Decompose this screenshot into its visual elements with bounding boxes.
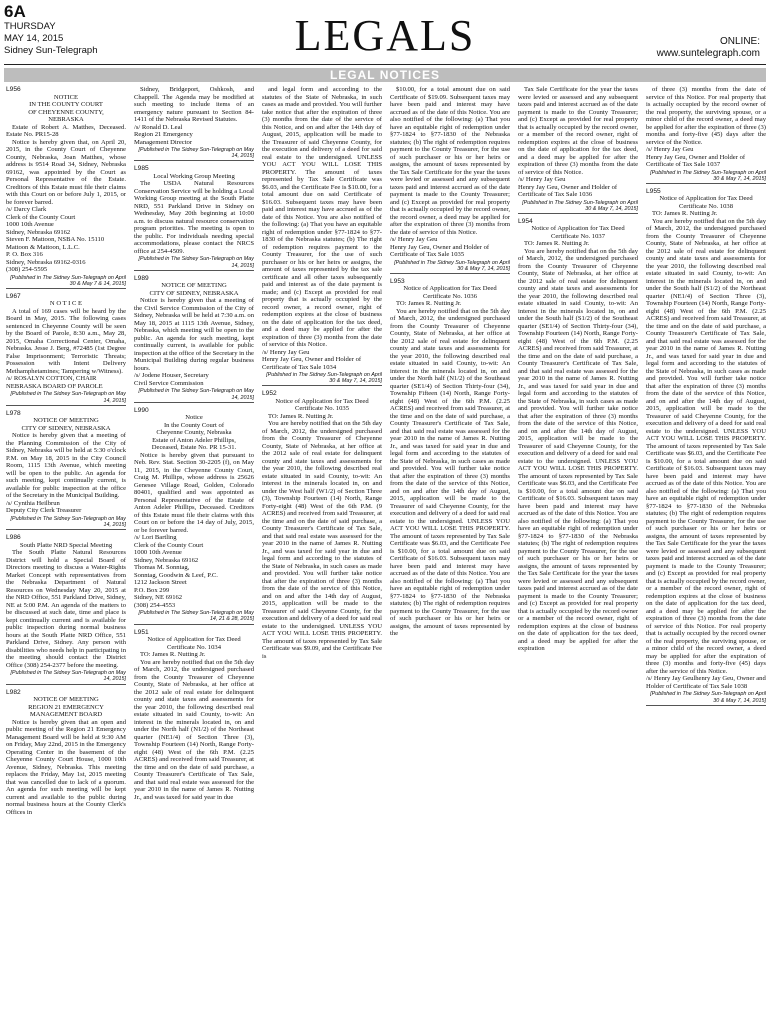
legal-notice bbox=[262, 390, 382, 660]
notice-signature-line: /s/ Lori Bartling bbox=[134, 534, 177, 542]
notice-signature-line: Sidney, Nebraska 69162 bbox=[6, 228, 71, 236]
notice-title: Notice of Application for Tax Deed bbox=[275, 397, 369, 405]
notice-paragraph: You are hereby notified that on the 5th day of March, 2012, the undersigned purchased from the County Treasurer of Cheyenne County, State of Nebraska, at her office at the 2012 sale of real estate for delinquent county and state taxes and assessments for the year 2010, the following described real estate situated in said County, to-wit: An interest in the minerals located in, on and under the South half (S1/2) of the Southeast quarter (SE1/4) of Section Thirty-four (34), Township Fourteen (14) North, Range Forty-eight (48) West of the 6th P.M. (2.25 ACRES) and received from said Treasurer, at the time and on the date of said purchase, a County Treasurer's Certificate of Tax Sale, and that said real estate was assessed for the year 2010 in the name of James R. Nutting Jr., and was taxed for said year in due and legal form and according to the statutes of the State of Nebraska, in such cases as made and provided. You will further take notice that after the expiration of three (3) months from the date of the service of this Notice, and on and after the 14th day of August, 2015, application will be made to the Treasurer of said Cheyenne County, for the execution and delivery of a deed for said real estate to the undersigned. UNLESS YOU ACT YOU WILL LOSE THIS PROPERTY. The amount of taxes represented by Tax Sale Certificate was $6.03, and the Certificate Fee is $10.00, for a total amount due on said Certificate of $16.03. Subsequent taxes may have been paid and interest may have accrued as of the date of this Notice. You are also notified of the following: (a) That you have an equitable right of redemption under §77-1824 to §77-1830 of the Nebraska statutes; (b) The right of redemption requires payment to the County Treasurer, for the use of such purchaser or his or her heirs or assigns, the amount of taxes represented by the Tax Sale Certificate for the year the taxes were levied or assessed and any subsequent taxes paid and interest accrued as of the date payment is made to the County Treasurer; and (c) Except as provided for real property that is actually occupied by the record owner or a member of the record owner, right of redemption expires at the close of business on the date of application for the tax deed, and a deed may be applied for after the expiration bbox=[518, 247, 638, 653]
notice-title: NOTICE OF MEETING bbox=[33, 696, 99, 704]
notice-id: L952 bbox=[262, 390, 277, 398]
notice-title: NOTICE bbox=[53, 93, 79, 101]
issue-day: THURSDAY bbox=[4, 21, 56, 32]
notice-paragraph: and legal form and according to the statutes of the State of Nebraska, in such cases as made and provided. You will further take notice that after the expiration of three (3) months from the date of the service of this Notice, and on and after the 14th day of August, 2015, application will be made to the Treasurer of said Cheyenne County, for the execution and delivery of a deed for said real estate to the undersigned. UNLESS YOU ACT YOU WILL LOSE THIS PROPERTY. The amount of taxes represented by Tax Sale Certificate was $6.03, and the Certificate Fee is $10.00, for a total amount due on said Certificate of $16.03. Subsequent taxes may have been paid and interest may have accrued as of the date of this Notice. You are also notified of the following: (a) That you have an equitable right of redemption under §77-1824 to §77-1830 of the Nebraska statutes; (b) The right of redemption requires payment to the County Treasurer, for the use of such purchaser or his or her heirs or assigns, the amount of taxes represented by the tax sale certificate and all other taxes subsequently paid and interest as of the date payment is made; and (c) Except as provided for real property that is actually occupied by the record owner, a record owner, right of redemption expires at the close of business on the date of application for the tax deed, and a deed may be applied for after the expiration of three (3) months from the date of service of this Notice. bbox=[262, 86, 382, 348]
notice-title: Notice of Application for Tax Deed bbox=[147, 636, 241, 644]
publication-note: [Published in The Sidney Sun-Telegraph on May 14, 2015] bbox=[134, 256, 254, 270]
notice-title: Local Working Group Meeting bbox=[153, 172, 235, 180]
notice-paragraph: You are hereby notified that on the 5th day of March, 2012, the undersigned purchased from the County Treasurer of Cheyenne County, State of Nebraska, at her office at the 2012 sale of real estate for delinquent county and state taxes and assessments for the year 2010, the following described real estate situated in said County, to-wit: An interest in the minerals located in, on and under the South half (S1/2) of the Northeast quarter (NE1/4) of Section Three (3), Township Fourteen (14) North, Range Forty-eight (48) West of the 6th P.M. (2.25 ACRES) and received from said Treasurer, at the time and on the date of said purchase, a County Treasurer's Certificate of Tax Sale, and that said real estate was assessed for the year 2010 in the name of James R. Nutting Jr., and was taxed for said year in due and legal form and according to the statutes of the State of Nebraska, in such cases as made and provided. You will further take notice that after the expiration of three (3) months from the date of the service of this Notice, and on and after the 14th day of August, 2015, application will be made to the Treasurer of said Cheyenne County, for the execution and delivery of a deed for said real estate to the undersigned. UNLESS YOU ACT YOU WILL LOSE THIS PROPERTY. The amount of taxes represented by Tax Sale Certificate was $6.03, and the Certificate Fee is $10.00, for a total amount due on said Certificate of $16.03. Subsequent taxes may have been paid and interest may have accrued as of the date of this Notice. You are also notified of the following: (a) That you have an equitable right of redemption under §77-1824 to §77-1830 of the Nebraska statutes; (b) The right of redemption requires payment to the County Treasurer, for the use of such purchaser or his or her heirs or assigns, the amount of taxes represented by the Tax Sale Certificate for the year the taxes were levied or assessed and any subsequent taxes paid and interest accrued as of the date payment is made to the County Treasurer; and (c) Except as provided for real property that is actually occupied by the record owner, or a member of the record owner, right of redemption expires at the close of business on the date of application for the tax deed, and a deed may be applied for after the expiration of three (3) months from the date of service of this Notice. For real property that is actually occupied by the record owner of the real property, the surviving spouse, or a minor child of the record owner, a deed may be applied for after the expiration of three (3) months and forty-five (45) days after the service of this Notice. bbox=[646, 217, 766, 675]
notice-signature-line: Henry Jay Geu, Owner and Holder of Certificate of Tax Sale 1034 bbox=[262, 356, 362, 371]
publication-note: [Published in The Sidney Sun-Telegraph on May 14, 2015] bbox=[134, 388, 254, 402]
notice-id: L956 bbox=[6, 86, 21, 93]
publication-note: [Published in The Sidney Sun-Telegraph on April 30 & May 7, 14, 2015] bbox=[518, 200, 638, 214]
notice-paragraph: You are hereby notified that on the 5th day of March, 2012, the undersigned purchased from the County Treasurer of Cheyenne County, State of Nebraska, at her office at the 2012 sale of real estate for delinquent county and state taxes and assessments for the year 2010, the following described real estate situated in said County, to-wit: An interest in the minerals located in, on and under the West half (W1/2) of Section Three (3), Township Fourteen (14) North, Range Forty-eight (48) West of the 6th P.M. (9 ACRES) and received from said Treasurer, at the time and on the date of said purchase, a County Treasurer's Certificate of Tax Sale, and that said real estate was assessed for the year 2010 in the name of James R. Nutting Jr., and was taxed for said year in due and legal form and according to the statutes of the State of Nebraska, in such cases as made and provided. You will further take notice that after the expiration of three (3) months from the date of the service of this Notice, and on and after the 14th day of August, 2015, application will be made to the Treasurer of said Cheyenne County, for the execution and delivery of a deed for said real estate to the undersigned. UNLESS YOU ACT YOU WILL LOSE THIS PROPERTY. The amount of taxes represented by Tax Sale Certificate was $9.09, and the Certificate Fee is bbox=[262, 420, 382, 660]
notice-columns bbox=[6, 86, 766, 1018]
column-5 bbox=[518, 86, 638, 1018]
publication-note: [Published in The Sidney Sun-Telegraph on April 30 & May 7, 14, 2015] bbox=[262, 372, 382, 386]
notice-paragraph: Notice is hereby given that a meeting of the Planning Commission of the City of Sidney, Nebraska will be held at 5:30 o'clock P.M. on May 18, 2015 in the City Council Room, 1115 13th Avenue, which meeting will be open to the public. An agenda for such meeting, kept continually current, is available for public inspection at the office of the Secretary in the Municipal Building. bbox=[6, 432, 126, 500]
notice-id: L990 bbox=[134, 406, 149, 414]
legal-notice bbox=[518, 218, 638, 653]
notice-id: L967 bbox=[6, 292, 21, 300]
notice-title: South Platte NRD Special Meeting bbox=[19, 541, 113, 549]
notice-paragraph: The USDA Natural Resources Conservation Service will be holding a Local Working Group meeting at the South Platte NRD, 551 Parkland Drive in Sidney on Wednesday, May 20th beginning at 10:00 a.m. to discuss natural resource conservation program priorities. The meeting is open to the public. For individuals needing special accommodations, please contact the NRCS office at 254-4509. bbox=[134, 180, 254, 255]
notice-id: L951 bbox=[134, 628, 149, 636]
notice-paragraph: You are hereby notified that on the 5th day of March, 2012, the undersigned purchased from the County Treasurer of Cheyenne County, State of Nebraska, at her office at the 2012 sale of real estate for delinquent county and state taxes and assessments for the year 2010, the following described real estate situated in said County, to-wit: An interest in the minerals located in, on and under the North half (N1/2) of the Southeast quarter (SE1/4) of Section Thirty-four (34), Township Fifteen (14) North, Range Forty-eight (48) West of the 6th P.M. (2.25 ACRES) and received from said Treasurer, at the time and on the date of said purchase, a County Treasurer's Certificate of Tax Sale, and that said real estate was assessed for the year 2010 in the name of James R. Nutting Jr., and was taxed for said year in due and legal form and according to the statutes of the State of Nebraska, in such cases as made and provided. You will further take notice that after the expiration of three (3) months from the date of the service of this Notice, and on and after the 14th day of August, 2015, application will be made to the Treasurer of said Cheyenne County, for the execution and delivery of a deed for said real estate to the undersigned. UNLESS YOU ACT YOU WILL LOSE THIS PROPERTY. The amount of taxes represented by Tax Sale Certificate was $6.03, and the Certificate Fee is $10.00, for a total amount due on said Certificate of $16.03. Subsequent taxes may have been paid and interest may have accrued as of the date of this Notice. You are also notified of the following: (a) That you have an equitable right of redemption under §77-1824 to §77-1830 of the Nebraska statutes; (b) The right of redemption requires payment to the County Treasurer, for the use of such purchaser or his or her heirs or assigns, the amount of taxes represented by the bbox=[390, 307, 510, 638]
column-1 bbox=[6, 86, 126, 1018]
notice-paragraph: TO: James R. Nutting Jr. bbox=[268, 412, 334, 420]
notice-id: L986 bbox=[6, 534, 21, 542]
publication-note: [Published in The Sidney Sun-Telegraph on April 30 & May 7, 14, 2015] bbox=[646, 691, 766, 705]
legal-notices-banner bbox=[4, 68, 766, 82]
notice-title: Certificate No. 1036 bbox=[422, 292, 477, 300]
notice-signature-line: Region 21 Emergency bbox=[134, 131, 193, 138]
notice-signature-line: 1212 Jackson Street bbox=[134, 579, 187, 587]
online-label: ONLINE: bbox=[719, 36, 760, 47]
legal-notice bbox=[6, 86, 126, 289]
notice-title: Cheyenne County, Nebraska bbox=[156, 429, 232, 437]
banner-label: LEGAL NOTICES bbox=[329, 68, 441, 82]
notice-title: Notice of Application for Tax Deed bbox=[403, 285, 497, 293]
notice-paragraph: Notice is hereby given that a meeting of the Civil Service Commission of the City of Sidney, Nebraska will be held at 7:30 a.m. on May 18, 2015 at 1115 13th Avenue, Sidney, Nebraska, which meeting will be open to the public. An agenda for such meeting, kept continually current, is available for public inspection at the office of the Secretary in the Municipal Building during regular business hours. bbox=[134, 297, 254, 372]
notice-signature-line: Sidney, Nebraska 69162-0316 bbox=[6, 258, 86, 266]
notice-signature-line: /s/ Jodene Houser, Secretary bbox=[134, 372, 209, 380]
notice-signature-line: Sidney, Nebraska 69162 bbox=[134, 556, 199, 564]
notice-signature-line: Deputy City Clerk Treasurer bbox=[6, 507, 82, 515]
notice-id: L953 bbox=[390, 277, 405, 285]
notice-signature-line: Clerk of the County Court bbox=[6, 213, 76, 221]
column-4 bbox=[390, 86, 510, 1018]
notice-signature-line: 1000 10th Avenue bbox=[134, 549, 182, 557]
notice-signature-line: 1000 10th Avenue bbox=[6, 221, 54, 228]
notice-paragraph: TO: James R. Nutting Jr. bbox=[652, 210, 718, 218]
notice-paragraph: TO: James R. Nutting Jr. bbox=[524, 240, 590, 248]
notice-title: Estate of Anton Adeler Phillips, bbox=[152, 436, 236, 444]
notice-title: CITY OF SIDNEY, NEBRASKA bbox=[21, 424, 111, 432]
notice-title: Certificate No. 1035 bbox=[294, 405, 349, 413]
notice-title: REGION 21 EMERGENCY bbox=[28, 703, 104, 711]
legal-notice bbox=[134, 275, 254, 403]
legal-notice bbox=[134, 629, 254, 802]
notice-signature-line: /s/ Henry Jay Geu bbox=[518, 176, 566, 183]
publication-note: [Published in The Sidney Sun-Telegraph on April 30 & May 7 & 14, 2015] bbox=[6, 275, 126, 289]
notice-signature-line: P. O. Box 316 bbox=[6, 251, 43, 258]
online-url-link[interactable]: www.suntelegraph.com bbox=[656, 48, 760, 59]
newspaper-name: Sidney Sun-Telegraph bbox=[4, 45, 98, 56]
notice-signature-line: Henry Jay Geu, Owner and Holder of Certificate of Tax Sale 1036 bbox=[518, 183, 618, 198]
masthead bbox=[4, 2, 766, 68]
publication-note: [Published in The Sidney Sun-Telegraph on May 14, 21 & 28, 2015] bbox=[134, 610, 254, 624]
notice-paragraph: Tax Sale Certificate for the year the taxes were levied or assessed and any subsequent taxes paid and interest accrued as of the date payment is made to the County Treasurer; and (c) Except as provided for real property that is actually occupied by the record owner, or a member of the record owner, right of redemption expires at the close of business on the date of application for the tax deed, and a deed may be applied for after the expiration of three (3) months from the date of service of this Notice. bbox=[518, 86, 638, 176]
notice-signature-line: /s/ Darcy Clark bbox=[6, 206, 47, 213]
notice-signature-line: Steven F. Mattoon, NSBA No. 15110 bbox=[6, 236, 105, 243]
notice-title: OF CHEYENNE COUNTY, bbox=[28, 108, 104, 116]
notice-paragraph: Notice is hereby given that an open and public meeting of the Region 21 Emergency Management Board will be held at 9:30 AM on Friday, May 22nd, 2015 in the Emergency Operating Center in the basement of the Cheyenne County Court House, 1000 10th Avenue, Sidney, Nebraska. This meeting replaces the Friday, May 1st, 2015 meeting that was cancelled due to lack of a quorum. An agenda for such meeting will be kept current and available to the public during normal business hours at the County Clerk's Offices in bbox=[6, 718, 126, 816]
notice-signature-line: P.O. Box 299 bbox=[134, 586, 170, 594]
notice-signature-line: /s/ Henry Jay Geulhenry Jay Geu, Owner and Holder of Certificate of Tax Sale 1038 bbox=[646, 675, 766, 690]
column-6 bbox=[646, 86, 766, 1018]
notice-paragraph: Estate of Robert A. Matthes, Deceased. Estate No. PR15-28 bbox=[6, 123, 126, 138]
notice-paragraph: Sidney, Bridgeport, Oshkosh, and Chappell. The Agenda may be modified at such meeting to include items of an emergency nature pursuant to Section 84-1411 of the Nebraska Revised Statutes. bbox=[134, 86, 254, 123]
notice-title: CITY OF SIDNEY, NEBRASKA bbox=[149, 289, 239, 297]
notice-paragraph: TO: James R. Nutting Jr. bbox=[140, 651, 206, 659]
notice-title: Notice of Application for Tax Deed bbox=[531, 225, 625, 233]
notice-title: IN THE COUNTY COURT bbox=[29, 101, 103, 108]
notice-signature-line: Clerk of the County Court bbox=[134, 541, 204, 549]
notice-signature-line: Civil Service Commission bbox=[134, 379, 204, 387]
notice-id: L955 bbox=[646, 187, 661, 195]
legal-notice bbox=[262, 86, 382, 386]
notice-title: MANAGEMENT BOARD bbox=[29, 711, 103, 719]
notice-signature-line: /s/ Ronald D. Leal bbox=[134, 123, 183, 131]
legal-notice bbox=[390, 86, 510, 274]
notice-signature-line: Management Director bbox=[134, 138, 193, 146]
legal-notice bbox=[6, 410, 126, 530]
notice-title: Deceased, Estate No. PR 15-31. bbox=[151, 444, 237, 452]
notice-signature-line: Sidney, NE 69162 bbox=[134, 594, 183, 602]
legal-notice bbox=[134, 407, 254, 625]
notice-paragraph: of three (3) months from the date of service of this Notice. For real property that is actually occupied by the record owner of the real property, the surviving spouse, or a minor child of the record owner, a deed may be applied for after the expiration of three (3) months and forty-five (45) days after the service of the Notice. bbox=[646, 86, 766, 146]
column-3 bbox=[262, 86, 382, 1018]
notice-signature-line: /s/ Henry Jay Geu bbox=[262, 348, 310, 356]
notice-signature-line: /s/ ROSALYN COTTON, CHAIR bbox=[6, 375, 97, 383]
notice-signature-line: (308) 254-4553 bbox=[134, 601, 176, 609]
notice-id: L954 bbox=[518, 217, 533, 225]
notice-signature-line: /s/ Henry Jay Geu bbox=[390, 236, 438, 243]
legal-notice bbox=[518, 86, 638, 214]
publication-note: [Published in The Sidney Sun-Telegraph on May 14, 2015] bbox=[6, 391, 126, 405]
notice-id: L989 bbox=[134, 274, 149, 282]
notice-signature-line: NEBRASKA BOARD OF PAROLE bbox=[6, 382, 103, 390]
publication-note: [Published in The Sidney Sun-Telegraph on May 14, 2015] bbox=[134, 147, 254, 161]
publication-note: [Published in The Sidney Sun-Telegraph on May 14, 2015] bbox=[6, 670, 126, 684]
notice-paragraph: A total of 169 cases will be heard by the Board in May, 2015. The following cases sentenced in Cheyenne County will be seen by the Board of Parole, 8:30 a.m., May 28, 2015, Omaha Correctional Center, Omaha, Nebraska. Jesse J. Berg, #72485 (1st Degree False Imprisonment; Terroristic Threats; Possession with Intent Delivery Methamphetamines; Tampering w/Witness). bbox=[6, 307, 126, 375]
notice-title: Notice of Application for Tax Deed bbox=[659, 195, 753, 203]
notice-signature-line: Thomas M. Sonntag, bbox=[134, 564, 190, 572]
notice-paragraph: $10.00, for a total amount due on said Certificate of $19.09. Subsequent taxes may have been paid and interest may have accrued as of the date of this Notice. You are also notified of the following: (a) That you have an equitable right of redemption under §77-1824 to §77-1830 of the Nebraska statutes; (b) The right of redemption requires payment to the County Treasurer, for the use of such purchaser or his or her heirs or assigns, the amount of taxes represented by the Tax Sale Certificate for the year the taxes were levied or assessed and any subsequent taxes paid and interest accrued as of the date payment is made to the County Treasurer; and (c) Except as provided for real property that is actually occupied by the record owner, the record owner, a deed may be applied for after the expiration of three (3) months from the date of service of this Notice. bbox=[390, 86, 510, 236]
notice-id: L985 bbox=[134, 165, 149, 173]
legal-notice bbox=[134, 165, 254, 270]
masthead-rule bbox=[4, 64, 766, 65]
notice-title: Certificate No. 1034 bbox=[166, 643, 221, 651]
notice-signature-line: (308) 254-5595 bbox=[6, 266, 48, 273]
publication-note: [Published in The Sidney Sun-Telegraph on April 30 & May 7, 14, 2015] bbox=[390, 260, 510, 274]
notice-signature-line: Henry Jay Geu, Owner and Holder of Certificate of Tax Sale 1037 bbox=[646, 153, 746, 168]
notice-title: NOTICE OF MEETING bbox=[161, 282, 227, 290]
notice-title: Certificate No. 1037 bbox=[550, 232, 605, 240]
legal-notice bbox=[6, 293, 126, 406]
notice-signature-line: Mattoon & Mattoon, L.L.C. bbox=[6, 243, 80, 251]
notice-title: NEBRASKA bbox=[48, 116, 84, 123]
notice-signature-line: Henry Jay Geu, Owner and Holder of Certificate of Tax Sale 1035 bbox=[390, 243, 490, 258]
online-block bbox=[657, 36, 760, 60]
legal-notice bbox=[390, 278, 510, 638]
notice-paragraph: You are hereby notified that on the 5th day of March, 2012, the undersigned purchased from the County Treasurer of Cheyenne County, State of Nebraska, at her office at the 2012 sale of real estate for delinquent county and state taxes and assessments for the year 2010, the following described real estate situated in said County, to-wit: An interest in the minerals located in, on and under the North half (N1/2) of the Northeast quarter (NE1/4) of Section Three (3), Township Fourteen (14) North, Range Forty-eight (48) West of the 6th P.M. (2.25 ACRES) and received from said Treasurer, at the time and on the date of said purchase, a County Treasurer's Certificate of Tax Sale, and that said real estate was assessed for the year 2010 in the name of James R. Nutting Jr., and was taxed for said year in due bbox=[134, 658, 254, 801]
notice-title: Certificate No. 1038 bbox=[678, 202, 733, 210]
notice-paragraph: Notice is hereby given that, on April 20, 2015, in the County Court of Cheyenne County, Nebraska, Joan Matthes, whose address is 9514 Road 34, Sidney, Nebraska 69162, was appointed by the Court as Personal Representative of the Estate. Creditors of this Estate must file their claims with this Court on or before July 1, 2015, or be forever barred. bbox=[6, 138, 126, 206]
publication-note: [Published in The Sidney Sun-Telegraph on April 30 & May 7, 14, 2015] bbox=[646, 170, 766, 184]
notice-id: L978 bbox=[6, 409, 21, 417]
notice-signature-line: /s/ Cynthia Heilbrun bbox=[6, 499, 60, 507]
notice-signature-line: Sonntag, Goodwin & Leef, P.C. bbox=[134, 571, 218, 579]
page-number: 6A bbox=[4, 2, 26, 21]
legal-notice bbox=[6, 689, 126, 817]
publication-note: [Published in The Sidney Sun-Telegraph on May 14, 2015] bbox=[6, 516, 126, 530]
notice-paragraph: TO: James R. Nutting Jr. bbox=[396, 300, 462, 308]
notice-title: NOTICE OF MEETING bbox=[33, 417, 99, 425]
issue-date: MAY 14, 2015 bbox=[4, 33, 64, 44]
notice-title: In the County Court of bbox=[163, 421, 225, 429]
notice-paragraph: Notice is hereby given that pursuant to Neb. Rev. Stat. Section 30-2205 (f), on May 11, 2015, in the Cheyenne County Court, Craig M. Phillips, whose address is 25626 Genesee Village Road, Golden, Colorado 80401, qualified and was appointed as Personal Representative of the Estate of Anton Adeler Phillips, Deceased. Creditors of this Estate must file their claims with this Court on or before the 14 day of July, 2015, or be forever barred. bbox=[134, 451, 254, 534]
legal-notice bbox=[134, 86, 254, 161]
legal-notice bbox=[6, 534, 126, 684]
section-title: LEGALS bbox=[294, 11, 476, 60]
column-2 bbox=[134, 86, 254, 1018]
notice-paragraph: The South Platte Natural Resources District will hold a Special Board of Directors meeting to discuss a Water-Rights Market Concept with representatives from the Nebraska Department of Natural Resources on Wednesday May 20, 2015 at the NRD Office, 551 Parkland Drive, Sidney, NE at 5:00 P.M. An agenda of the matters to be discussed at such date, time and place is kept continually current and is available for public inspection during normal business hours at the South Platte NRD Office, 551 Parkland Drive, Sidney. Any person with disabilities who needs help in participating in the meeting should contact the District Office (308) 254-2377 before the meeting. bbox=[6, 549, 126, 669]
notice-signature-line: /s/ Henry Jay Geu bbox=[646, 146, 694, 153]
notice-id: L982 bbox=[6, 688, 21, 696]
legal-notice bbox=[646, 188, 766, 706]
notice-title: N O T I C E bbox=[49, 300, 83, 308]
notice-title: Notice bbox=[185, 414, 203, 422]
legal-notice bbox=[646, 86, 766, 184]
